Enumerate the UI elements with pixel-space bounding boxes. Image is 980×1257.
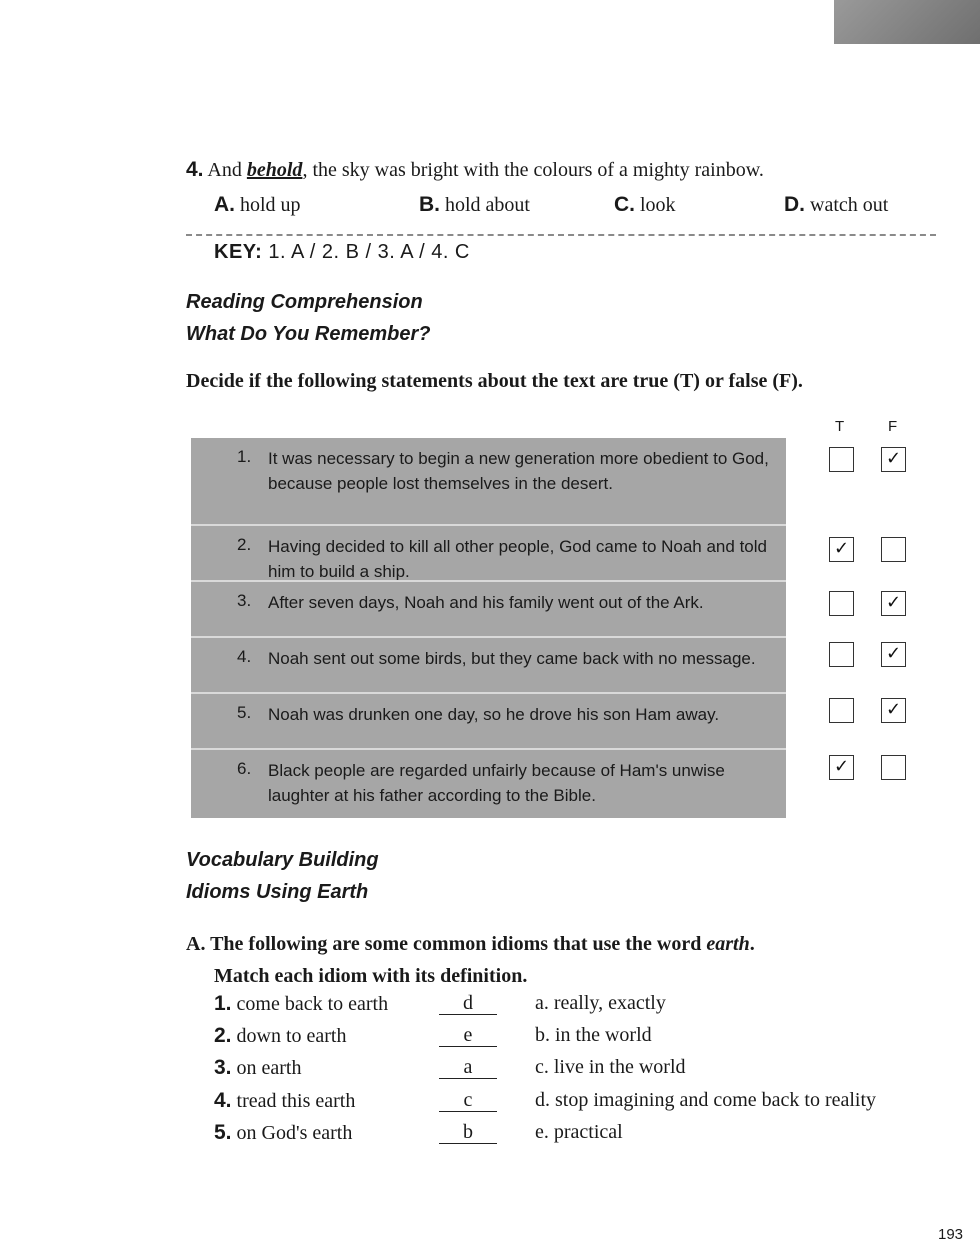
answer-key-label: KEY: bbox=[214, 241, 263, 263]
answer-blank[interactable]: e bbox=[439, 1024, 497, 1047]
answer-blank[interactable]: a bbox=[439, 1056, 497, 1079]
option-letter: B. bbox=[419, 193, 440, 216]
statement-row bbox=[191, 636, 786, 694]
statement-number: 5. bbox=[237, 703, 252, 722]
definition-text: e. practical bbox=[535, 1121, 623, 1143]
definition-text: d. stop imagining and come back to reality bbox=[535, 1089, 877, 1111]
idiom-text: down to earth bbox=[236, 1025, 347, 1047]
statement-text: Noah was drunken one day, so he drove his son Ham away. bbox=[268, 705, 720, 724]
answer-blank[interactable]: c bbox=[439, 1089, 497, 1112]
definition-text: b. in the world bbox=[535, 1024, 652, 1046]
statement-number: 3. bbox=[237, 591, 252, 610]
false-checkbox-6[interactable] bbox=[881, 755, 906, 780]
reading-instruction: Decide if the following statements about the text are true (T) or false (F). bbox=[186, 370, 803, 392]
question-4 bbox=[186, 158, 764, 182]
question-text-before: And bbox=[207, 159, 242, 181]
statements-table bbox=[191, 438, 786, 818]
statement-text: It was necessary to begin a new generation more obedient to God, because people lost themselves in the desert. bbox=[268, 449, 769, 493]
instruction-punctuation: . bbox=[749, 933, 755, 955]
option-letter: C. bbox=[614, 193, 635, 216]
idiom-number: 5. bbox=[214, 1121, 232, 1144]
option-c bbox=[614, 193, 676, 217]
false-checkbox-3[interactable]: ✓ bbox=[881, 591, 906, 616]
idiom-number: 4. bbox=[214, 1089, 232, 1112]
exercise-a-instruction bbox=[186, 928, 755, 992]
false-checkbox-2[interactable] bbox=[881, 537, 906, 562]
statement-text: Having decided to kill all other people, God came to Noah and told him to build a ship. bbox=[268, 537, 767, 581]
false-column-label: F bbox=[888, 418, 898, 435]
definition-text: a. really, exactly bbox=[535, 992, 666, 1014]
instruction-line2: Match each idiom with its definition. bbox=[214, 965, 528, 987]
true-checkbox-1[interactable] bbox=[829, 447, 854, 472]
vocab-heading bbox=[186, 844, 379, 908]
option-text: hold up bbox=[240, 194, 301, 216]
statement-text: After seven days, Noah and his family went out of the Ark. bbox=[268, 593, 704, 612]
option-a bbox=[214, 193, 301, 217]
idiom-text: on earth bbox=[236, 1057, 302, 1079]
idiom-text: come back to earth bbox=[236, 993, 389, 1015]
true-checkbox-3[interactable] bbox=[829, 591, 854, 616]
section-title: Reading Comprehension bbox=[186, 291, 423, 313]
option-text: watch out bbox=[810, 194, 889, 216]
exercise-label: A. bbox=[186, 933, 206, 955]
section-subtitle: What Do You Remember? bbox=[186, 323, 431, 345]
statement-row bbox=[191, 580, 786, 638]
true-checkbox-4[interactable] bbox=[829, 642, 854, 667]
statement-row bbox=[191, 748, 786, 820]
section-title: Vocabulary Building bbox=[186, 849, 379, 871]
true-checkbox-2[interactable]: ✓ bbox=[829, 537, 854, 562]
idiom-text: tread this earth bbox=[236, 1090, 356, 1112]
statement-number: 4. bbox=[237, 647, 252, 666]
statement-number: 1. bbox=[237, 447, 252, 466]
option-letter: D. bbox=[784, 193, 805, 216]
answer-key-text: 1. A / 2. B / 3. A / 4. C bbox=[268, 241, 470, 263]
idiom-number: 2. bbox=[214, 1024, 232, 1047]
option-b bbox=[419, 193, 530, 217]
idiom-number: 3. bbox=[214, 1056, 232, 1079]
answer-blank[interactable]: d bbox=[439, 992, 497, 1015]
statement-text: Black people are regarded unfairly because of Ham's unwise laughter at his father according to the Bible. bbox=[268, 761, 725, 805]
idiom-text: on God's earth bbox=[236, 1122, 353, 1144]
page-number: 193 bbox=[938, 1226, 964, 1243]
false-checkbox-1[interactable]: ✓ bbox=[881, 447, 906, 472]
true-checkbox-5[interactable] bbox=[829, 698, 854, 723]
statement-text: Noah sent out some birds, but they came back with no message. bbox=[268, 649, 756, 668]
definition-text: c. live in the world bbox=[535, 1056, 686, 1078]
true-checkbox-6[interactable]: ✓ bbox=[829, 755, 854, 780]
statement-row bbox=[191, 692, 786, 750]
option-text: hold about bbox=[445, 194, 530, 216]
statement-number: 6. bbox=[237, 759, 252, 778]
false-checkbox-5[interactable]: ✓ bbox=[881, 698, 906, 723]
corner-tab-decoration bbox=[834, 0, 980, 44]
answer-blank[interactable]: b bbox=[439, 1121, 497, 1144]
section-subtitle: Idioms Using Earth bbox=[186, 881, 369, 903]
statement-number: 2. bbox=[237, 535, 252, 554]
statement-row bbox=[191, 524, 786, 582]
instruction-keyword: earth bbox=[706, 933, 750, 955]
instruction-line1: The following are some common idioms that use the word bbox=[210, 933, 702, 955]
idiom-number: 1. bbox=[214, 992, 232, 1015]
question-text-after: , the sky was bright with the colours of a mighty rainbow. bbox=[302, 159, 764, 181]
true-column-label: T bbox=[835, 418, 845, 435]
option-d bbox=[784, 193, 888, 217]
option-letter: A. bbox=[214, 193, 235, 216]
false-checkbox-4[interactable]: ✓ bbox=[881, 642, 906, 667]
answer-key bbox=[214, 241, 470, 264]
statement-row bbox=[191, 438, 786, 524]
question-number: 4. bbox=[186, 158, 204, 181]
dashed-divider bbox=[186, 234, 936, 236]
question-keyword: behold bbox=[246, 159, 303, 181]
reading-heading bbox=[186, 286, 430, 350]
option-text: look bbox=[640, 194, 676, 216]
